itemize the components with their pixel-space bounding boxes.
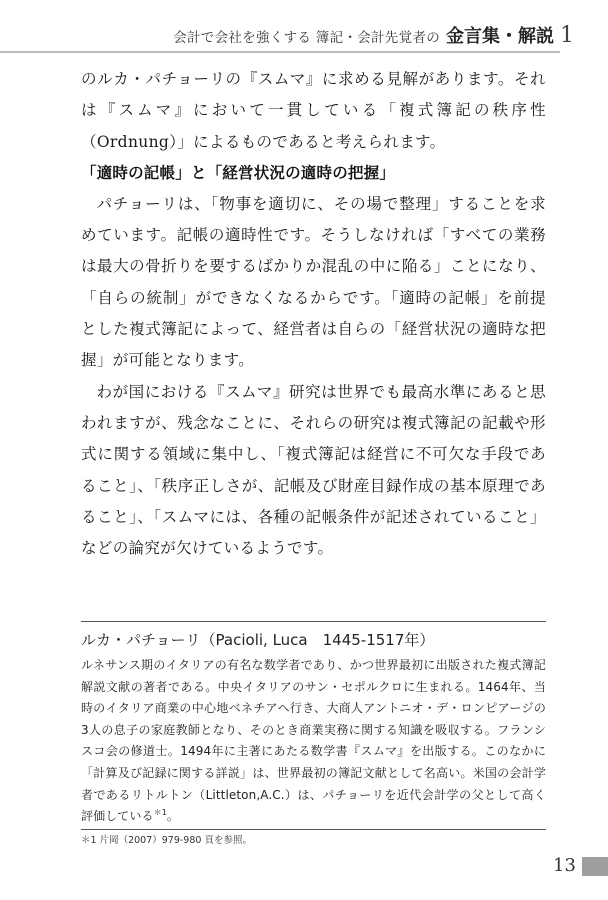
running-header bbox=[173, 22, 574, 52]
chapter-number: 1 bbox=[560, 23, 574, 48]
note-title: ルカ・パチョーリ（Pacioli, Luca 1445-1517年） bbox=[81, 631, 435, 649]
footnote-divider bbox=[81, 829, 546, 830]
body-paragraph-2: わが国における『スムマ』研究は世界でも最高水準にあると思われますが、残念なことに、それらの研究は複式簿記の記載や形式に関する領域に集中し、「複式簿記は経営に不可欠な手段であること」、「秩序正しさが、記帳及び財産目録作成の基本原理であること」、「スムマには、各種の記帳条件が記述されていること」などの論究が欠けているようです。 bbox=[81, 382, 546, 558]
note-body-end: 。 bbox=[166, 809, 180, 824]
page-edge-tab bbox=[582, 857, 608, 876]
footnote: ＊1 片岡（2007）979-980 頁を参照。 bbox=[81, 835, 252, 846]
main-text bbox=[81, 64, 546, 564]
body-paragraph-1: パチョーリは、「物事を適切に、その場で整理」することを求めています。記帳の適時性です。そうしなければ「すべての業務は最大の骨折りを要するばかりか混乱の中に陥る」ことになり、「自らの統制」ができなくなるからです。「適時の記帳」を前提とした複式簿記によって、経営者は自らの「経営状況の適時な把握」が可能となります。 bbox=[81, 194, 546, 370]
intro-paragraph: のルカ・パチョーリの『スムマ』に求める見解があります。それは『スムマ』において一貫している「複式簿記の秩序性（Ordnung）」によるものであると考えられます。 bbox=[81, 70, 546, 151]
header-divider bbox=[0, 51, 560, 53]
page-number: 13 bbox=[553, 855, 576, 876]
section-heading: 「適時の記帳」と「経営状況の適時の把握」 bbox=[81, 163, 396, 182]
note-divider bbox=[81, 621, 546, 622]
footnote-reference: ＊1 bbox=[153, 808, 167, 818]
running-header-subtitle: 会計で会社を強くする 簿記・会計先覚者の bbox=[173, 30, 440, 46]
note-body-text: ルネサンス期のイタリアの有名な数学者であり、かつ世界最初に出版された複式簿記解説文献の著者である。中央イタリアのサン・セポルクロに生まれる。1464年、当時のイタリア商業の中心地ベネチアへ行き、大商人アントニオ・デ・ロンピアージの3人の息子の家庭教師となり、そのとき商業実務に関する知識を吸収する。フランシスコ会の修道士。1494年に主著にあたる数学書『スムマ』を出版する。このなかに「計算及び記録に関する詳説」は、世界最初の簿記文献として名高い。米国の会計学者であるリトルトン（Littleton,A.C.）は、パチョーリを近代会計学の父として高く評価している bbox=[81, 658, 546, 824]
running-header-title: 金言集・解説 bbox=[446, 26, 554, 47]
note-body bbox=[81, 655, 546, 828]
biography-note bbox=[81, 627, 546, 828]
